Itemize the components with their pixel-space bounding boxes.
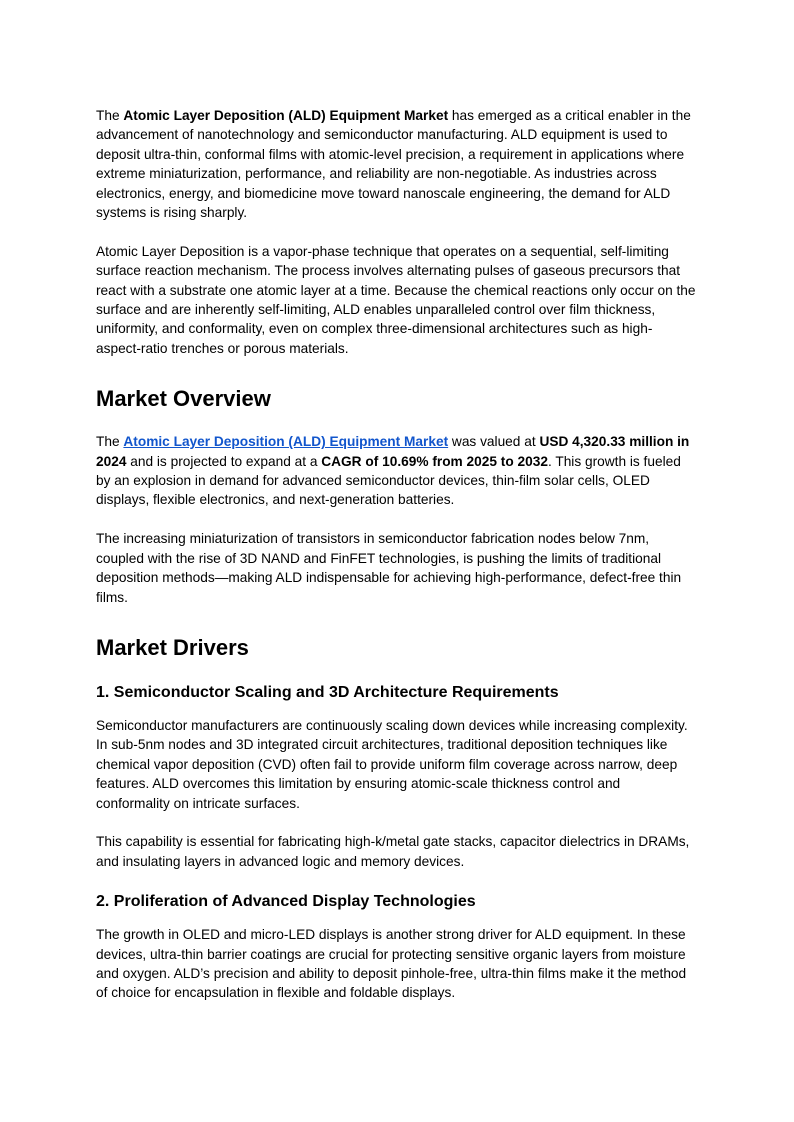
text-run: The xyxy=(96,108,124,123)
overview-paragraph-1 xyxy=(96,432,697,510)
text-run: has emerged as a critical enabler in the advancement of nanotechnology and semiconductor manufacturing. ALD equipment is used to deposit ultra-thin, conformal films with atomic-level precision, a requirement in applications where extreme miniaturization, performance, and reliability are non-negotiable. As industries across electronics, energy, and biomedicine move toward nanoscale engineering, the demand for ALD systems is rising sharply. xyxy=(96,108,691,221)
market-drivers-heading: Market Drivers xyxy=(96,634,249,660)
overview-paragraph-2: The increasing miniaturization of transistors in semiconductor fabrication nodes below 7nm, coupled with the rise of 3D NAND and FinFET technologies, is pushing the limits of traditional deposition methods—making ALD indispensable for achieving high-performance, defect-free thin films. xyxy=(96,531,682,605)
market-overview-heading: Market Overview xyxy=(96,386,271,412)
text-run: and is projected to expand at a xyxy=(126,453,322,469)
driver-1-paragraph-2: This capability is essential for fabricating high-k/metal gate stacks, capacitor dielectrics in DRAMs, and insulating layers in advanced logic and memory devices. xyxy=(96,834,690,869)
intro-paragraph-1 xyxy=(96,106,697,222)
market-report-link[interactable]: Atomic Layer Deposition (ALD) Equipment Market xyxy=(123,434,449,450)
text-run: . This growth is fueled by an explosion in demand for advanced semiconductor devices, thin-film solar cells, OLED displays, flexible electronics, and next-generation batteries. xyxy=(96,453,681,508)
text-run: was valued at xyxy=(448,434,540,450)
market-name-bold: Atomic Layer Deposition (ALD) Equipment Market xyxy=(123,108,449,123)
driver-1-subheading: 1. Semiconductor Scaling and 3D Architecture Requirements xyxy=(96,683,559,701)
driver-1-paragraph-1: Semiconductor manufacturers are continuously scaling down devices while increasing complexity. In sub-5nm nodes and 3D integrated circuit architectures, traditional deposition techniques like chemical vapor deposition (CVD) often fail to provide uniform film coverage across narrow, deep features. ALD overcomes this limitation by ensuring atomic-scale thickness control and conformality on intricate surfaces. xyxy=(96,717,688,811)
intro-paragraph-2: Atomic Layer Deposition is a vapor-phase technique that operates on a sequential, self-limiting surface reaction mechanism. The process involves alternating pulses of gaseous precursors that react with a substrate one atomic layer at a time. Because the chemical reactions only occur on the surface and are inherently self-limiting, ALD enables unparalleled control over film thickness, uniformity, and conformality, even on complex three-dimensional architectures such as high-aspect-ratio trenches or porous materials. xyxy=(96,243,696,356)
driver-2-subheading: 2. Proliferation of Advanced Display Technologies xyxy=(96,893,476,911)
market-value-bold: USD 4,320.33 million in 2024 xyxy=(96,434,690,469)
cagr-bold: CAGR of 10.69% from 2025 to 2032 xyxy=(321,453,548,469)
driver-2-paragraph-1: The growth in OLED and micro-LED displays is another strong driver for ALD equipment. In these devices, ultra-thin barrier coatings are crucial for protecting sensitive organic layers from moisture and oxygen. ALD’s precision and ability to deposit pinhole-free, ultra-thin films make it the method of choice for encapsulation in flexible and foldable displays. xyxy=(96,927,687,1001)
text-run: The xyxy=(96,434,124,450)
